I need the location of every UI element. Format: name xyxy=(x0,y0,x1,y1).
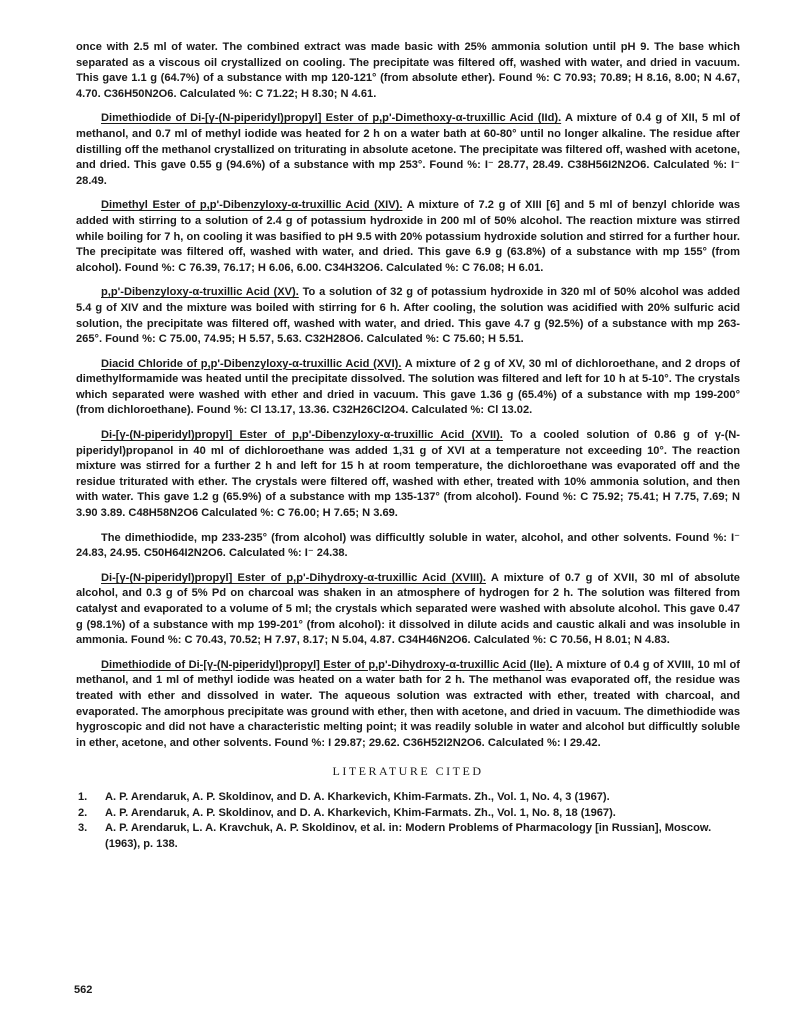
paragraph-compound-IIe xyxy=(76,658,740,752)
page-number: 562 xyxy=(74,984,93,996)
section-heading: Dimethiodide of Di-[γ-(N-piperidyl)propyl] Ester of p,p'-Dihydroxy-α-truxillic Acid (IIe). xyxy=(101,658,553,671)
paragraph-text: A mixture of 0.4 g of XVIII, 10 ml of methanol, and 1 ml of methyl iodide was heated on a water bath for 2 h. The methanol was evaporated off, the residue was treated with ether and dissolved in water. The aqueous solution was extracted with ether, treated with charcoal, and evaporated. The amorphous precipitate was ground with ether, then with acetone, and dried in vacuum. The dimethiodide was hygroscopic and did not have a characteristic melting point; it was readily soluble in water and alcohol but difficultly soluble in ether, acetone, and other solvents. Found %: I 29.87; 29.62. C36H52I2N2O6. Calculated %: I 29.42. xyxy=(76,658,740,749)
section-heading: Diacid Chloride of p,p'-Dibenzyloxy-α-truxillic Acid (XVI). xyxy=(101,357,402,370)
reference-number: 2. xyxy=(78,806,88,819)
section-heading: Di-[γ-(N-piperidyl)propyl] Ester of p,p'-Dibenzyloxy-α-truxillic Acid (XVII). xyxy=(101,429,503,442)
section-heading: Dimethiodide of Di-[γ-(N-piperidyl)propyl] Ester of p,p'-Dimethoxy-α-truxillic Acid (IId). xyxy=(101,112,562,125)
reference-item xyxy=(76,821,740,852)
reference-text: A. P. Arendaruk, L. A. Kravchuk, A. P. Skoldinov, et al. in: Modern Problems of Pharmacology [in Russian], Moscow. (1963), p. 138. xyxy=(105,822,712,850)
paragraph-text: A mixture of 0.4 g of XII, 5 ml of methanol, and 0.7 ml of methyl iodide was heated for 2 h on a water bath at 60-80° until no longer alkaline. The residue after distilling off the methanol crystallized on triturating in absolute acetone. The precipitate was filtered off, washed with acetone, and dried. This gave 0.55 g (94.6%) of a substance with mp 253°. Found %: I⁻ 28.77, 28.49. C38H56I2N2O6. Calculated %: I⁻ 28.49. xyxy=(76,112,740,187)
reference-number: 3. xyxy=(78,822,88,835)
section-heading: Dimethyl Ester of p,p'-Dibenzyloxy-α-truxillic Acid (XIV). xyxy=(101,199,403,212)
paragraph-text: To a cooled solution of 0.86 g of γ-(N-piperidyl)propanol in 40 ml of dichloroethane was added 1,31 g of XVI at a temperature not exceeding 10°. The reaction mixture was stirred for a further 2 h and left for 15 h at room temperature, the dichloroethane was evaporated off and the residue triturated with ether. The crystals were filtered off, washed with ether, treated with 10% ammonia solution, and then with water. This gave 1.2 g (65.9%) of a substance with mp 135-137° (from alcohol). Found %: C 75.92; 75.41; H 7.75, 7.69; N 3.90 3.89. C48H58N2O6 Calculated %: C 76.00; H 7.65; N 3.69. xyxy=(76,429,740,520)
paragraph-continuation xyxy=(76,40,740,102)
reference-number: 1. xyxy=(78,790,88,803)
paragraph-compound-XVII xyxy=(76,428,740,522)
reference-item xyxy=(76,790,740,806)
paragraph-text: once with 2.5 ml of water. The combined extract was made basic with 25% ammonia solution until pH 9. The base which separated as a viscous oil crystallized on cooling. The precipitate was filtered off, washed with water, and dried in vacuum. This gave 1.1 g (64.7%) of a substance with mp 120-121° (from absolute ether). Found %: C 70.93; 70.89; H 8.16, 8.00; N 4.67, 4.70. C36H50N2O6. Calculated %: C 71.22; H 8.30; N 4.61. xyxy=(76,41,740,100)
reference-item xyxy=(76,806,740,822)
paragraph-text: To a solution of 32 g of potassium hydroxide in 320 ml of 50% alcohol was added 5.4 g of XIV and the mixture was boiled with stirring for 6 h. After cooling, the solution was acidified with 20% sulfuric acid solution, the precipitate was filtered off, washed with water, and dried. This gave 4.7 g (92.5%) of a substance with mp 263-265°. Found %: C 75.00, 74.95; H 5.57, 5.63. C32H28O6. Calculated %: C 75.60; H 5.51. xyxy=(76,286,740,346)
reference-list xyxy=(76,790,740,852)
article-body xyxy=(76,40,740,852)
paragraph-text: A mixture of 2 g of XV, 30 ml of dichloroethane, and 2 drops of dimethylformamide was heated until the precipitate dissolved. The solution was filtered and left for 10 h at 5-10°. The crystals which separated were washed with ether and dried in vacuum. This gave 1.36 g (65.4%) of a substance with mp 199-200° (from dichloroethane). Found %: Cl 13.17, 13.36. C32H26Cl2O4. Calculated %: Cl 13.02. xyxy=(76,357,740,417)
section-heading: Di-[γ-(N-piperidyl)propyl] Ester of p,p'-Dihydroxy-α-truxillic Acid (XVIII). xyxy=(101,571,486,584)
literature-title: LITERATURE CITED xyxy=(332,764,484,779)
section-heading: p,p'-Dibenzyloxy-α-truxillic Acid (XV). xyxy=(101,286,299,299)
paragraph-compound-IId xyxy=(76,111,740,189)
paragraph-text: The dimethiodide, mp 233-235° (from alcohol) was difficultly soluble in water, alcohol, and other solvents. Found %: I⁻ 24.83, 24.95. C50H64I2N2O6. Calculated %: I⁻ 24.38. xyxy=(76,531,740,560)
reference-text: A. P. Arendaruk, A. P. Skoldinov, and D. A. Kharkevich, Khim-Farmats. Zh., Vol. 1, No. 4, 3 (1967). xyxy=(105,790,610,803)
reference-text: A. P. Arendaruk, A. P. Skoldinov, and D. A. Kharkevich, Khim-Farmats. Zh., Vol. 1, No. 8, 18 (1967). xyxy=(105,806,616,819)
paragraph-compound-XIV xyxy=(76,198,740,276)
paragraph-compound-XVI xyxy=(76,357,740,419)
paragraph-text: A mixture of 7.2 g of XIII [6] and 5 ml of benzyl chloride was added with stirring to a solution of 2.4 g of potassium hydroxide in 200 ml of 50% alcohol. The reaction mixture was stirred while boiling for 7 h, on cooling it was basified to pH 9.5 with 20% potassium hydroxide solution and stirred for a further hour. The precipitate was filtered off, washed with water, and dried. This gave 6.9 g (63.8%) of a substance with mp 155° (from alcohol). Found %: C 76.39, 76.17; H 6.06, 6.00. C34H32O6. Calculated %: C 76.08; H 6.01. xyxy=(76,199,740,274)
paragraph-dimethiodide-note xyxy=(76,531,740,562)
paragraph-text: A mixture of 0.7 g of XVII, 30 ml of absolute alcohol, and 0.3 g of 5% Pd on charcoal was shaken in an atmosphere of hydrogen for 2 h. The solution was filtered from catalyst and evaporated to a volume of 5 ml; the crystals which separated were washed with absolute alcohol. This gave 0.47 g (98.1%) of a substance with mp 199-201° (from alcohol): it dissolved in dilute acids and caustic alkali and was insoluble in ammonia. Found %: C 70.43, 70.52; H 7.97, 8.17; N 5.04, 4.87. C34H46N2O6. Calculated %: C 70.56, H 8.01; N 4.83. xyxy=(76,571,740,647)
paragraph-compound-XV xyxy=(76,285,740,347)
paragraph-compound-XVIII xyxy=(76,571,740,649)
